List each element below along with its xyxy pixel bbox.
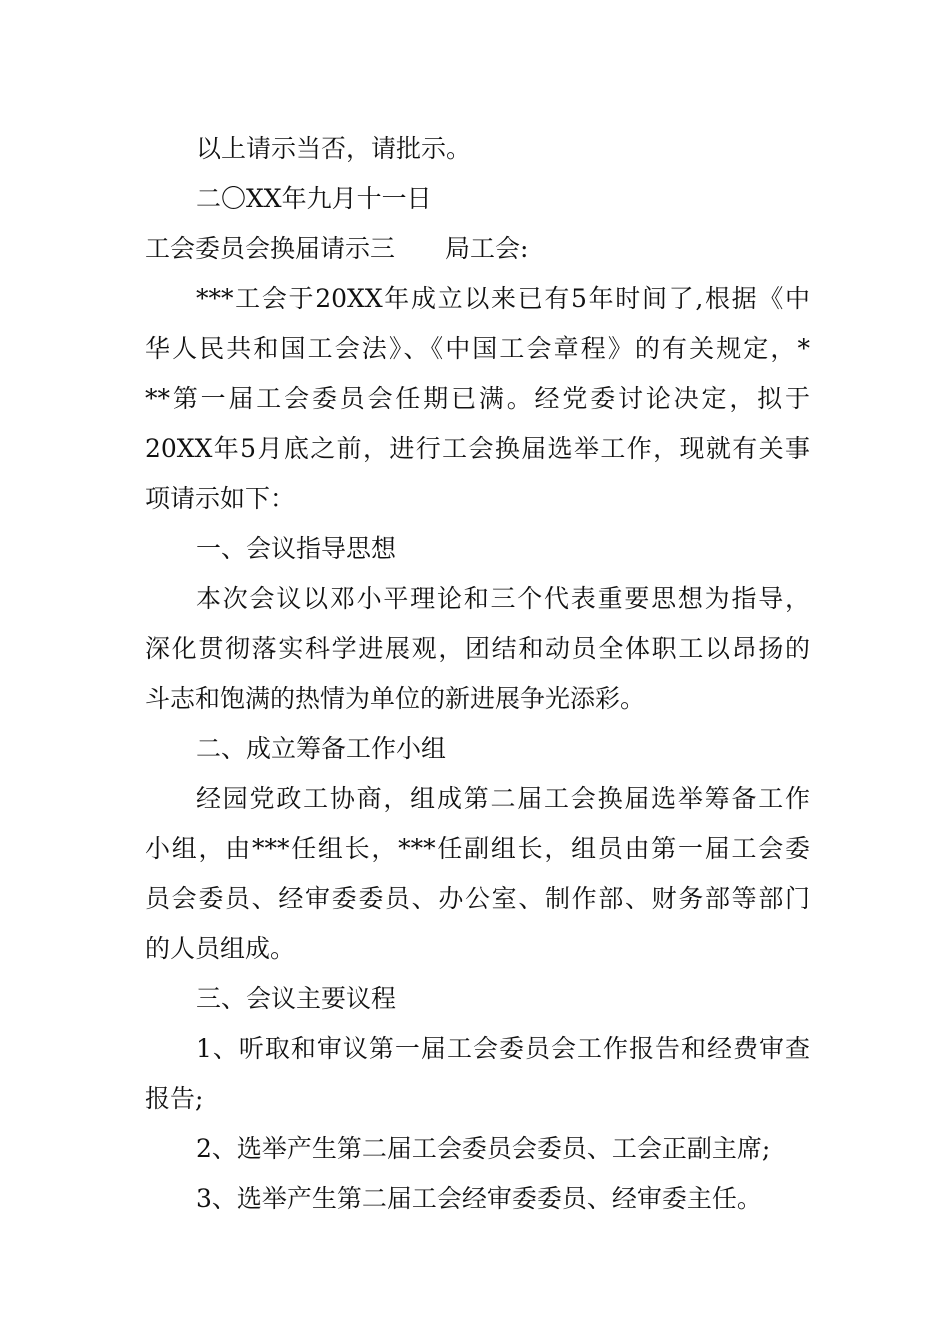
body-paragraph-line: 华人民共和国工会法》、《中国工会章程》的有关规定，* [145, 334, 810, 363]
body-paragraph-line: 20XX年5月底之前，进行工会换届选举工作，现就有关事 [145, 434, 810, 463]
body-paragraph-line: 的人员组成。 [145, 934, 296, 963]
section-heading: 三、会议主要议程 [196, 984, 397, 1013]
body-paragraph-line: 经园党政工协商，组成第二届工会换届选举筹备工作 [196, 784, 810, 813]
body-paragraph-line: 项请示如下： [145, 484, 296, 513]
agenda-item: 1、听取和审议第一届工会委员会工作报告和经费审查 [196, 1034, 810, 1063]
section-heading: 二、成立筹备工作小组 [196, 734, 447, 763]
agenda-item: 3、选举产生第二届工会经审委委员、经审委主任。 [196, 1184, 762, 1213]
body-paragraph-line: 员会委员、经审委委员、办公室、制作部、财务部等部门 [145, 884, 810, 913]
section-heading: 一、会议指导思想 [196, 534, 397, 563]
closing-request-line: 以上请示当否，请批示。 [196, 134, 472, 163]
body-paragraph-line: 深化贯彻落实科学进展观，团结和动员全体职工以昂扬的 [145, 634, 810, 663]
document-title-line: 工会委员会换届请示三 局工会: [145, 234, 529, 263]
date-line: 二〇XX年九月十一日 [196, 184, 432, 213]
agenda-item-continuation: 报告; [145, 1084, 204, 1113]
body-paragraph-line: ***工会于20XX年成立以来已有5年时间了,根据《中 [196, 284, 810, 313]
body-paragraph-line: **第一届工会委员会任期已满。经党委讨论决定，拟于 [145, 384, 810, 413]
body-paragraph-line: 斗志和饱满的热情为单位的新进展争光添彩。 [145, 684, 646, 713]
body-paragraph-line: 小组，由***任组长，***任副组长，组员由第一届工会委 [145, 834, 810, 863]
agenda-item: 2、选举产生第二届工会委员会委员、工会正副主席; [196, 1134, 771, 1163]
body-paragraph-line: 本次会议以邓小平理论和三个代表重要思想为指导， [196, 584, 810, 613]
